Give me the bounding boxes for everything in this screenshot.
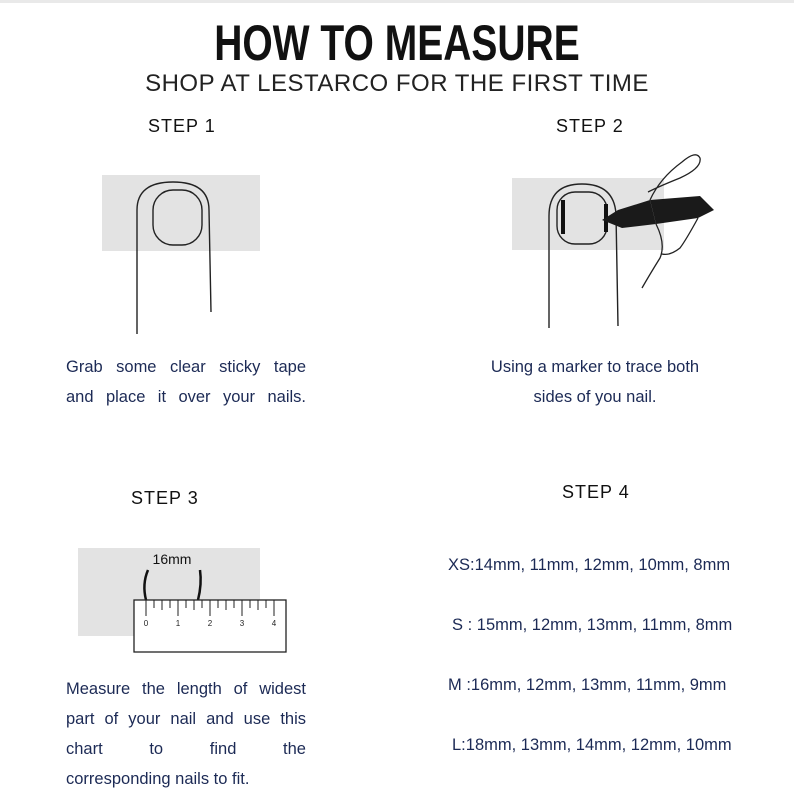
step-3-description: Measure the length of widest part of your nail and use this chart to find the corresponding nails to fit.: [66, 680, 306, 788]
ruler-tick-label: 4: [271, 619, 277, 628]
step-3-label: STEP 3: [131, 488, 199, 508]
size-values: 15mm, 12mm, 13mm, 11mm, 8mm: [472, 616, 733, 634]
step-1-illustration: [100, 172, 262, 336]
step-2-illustration: [510, 148, 720, 333]
ruler-tick-label: 3: [239, 619, 245, 628]
top-border: [0, 0, 794, 3]
ruler-tick-label: 1: [175, 619, 181, 628]
ruler-tick-label: 0: [143, 619, 149, 628]
size-label: L:: [452, 736, 466, 754]
measurement-label: 16mm: [152, 551, 192, 567]
size-label: XS:: [448, 556, 475, 574]
size-row-xs: [448, 556, 730, 575]
step-1-description: Grab some clear sticky tape and place it over your nails.: [66, 358, 306, 406]
step-3-illustration: [76, 546, 290, 656]
tape-rect: [102, 175, 260, 251]
page-subtitle: SHOP AT LESTARCO FOR THE FIRST TIME: [145, 70, 649, 97]
step-2-description: Using a marker to trace both sides of you nail.: [490, 358, 700, 406]
ruler-tick-label: 2: [207, 619, 213, 628]
size-values: 18mm, 13mm, 14mm, 12mm, 10mm: [465, 736, 732, 754]
step-4-label: STEP 4: [562, 482, 630, 502]
step-2-label: STEP 2: [556, 116, 624, 136]
size-label: M :: [448, 676, 471, 694]
step-1-label: STEP 1: [148, 116, 216, 136]
size-row-m: [448, 676, 726, 695]
marker-body: [650, 196, 714, 224]
page-title: HOW TO MEASURE: [214, 15, 580, 71]
size-label: S :: [452, 616, 473, 634]
size-values: 16mm, 12mm, 13mm, 11mm, 9mm: [470, 676, 727, 694]
size-row-s: [452, 616, 732, 635]
size-row-l: [452, 736, 732, 755]
size-values: 14mm, 11mm, 12mm, 10mm, 8mm: [474, 556, 731, 574]
